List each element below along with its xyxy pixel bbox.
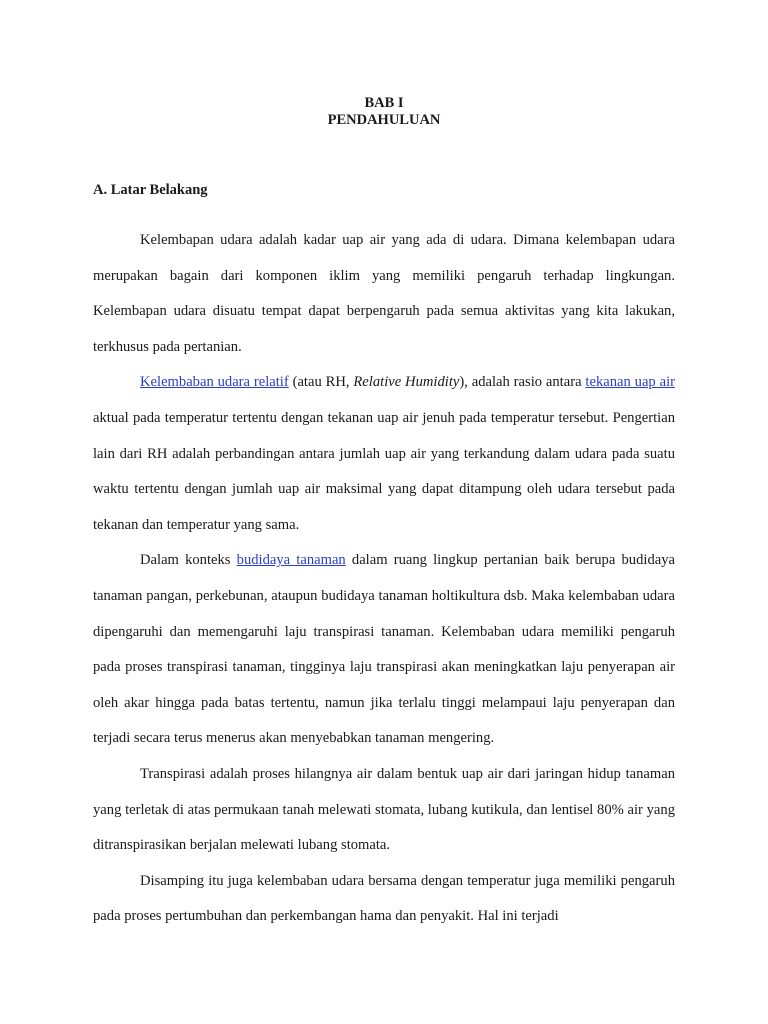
paragraph-2-text-2: ), adalah rasio antara — [459, 374, 586, 391]
paragraph-1: Kelembapan udara adalah kadar uap air yang ada di udara. Dimana kelembapan udara merupakan bagain dari komponen iklim yang memiliki pengaruh terhadap lingkungan. Kelembapan udara disuatu tempat dapat berpengaruh pada semua aktivitas yang kita lakukan, terkhusus pada pertanian. — [93, 232, 675, 355]
paragraph-4: Transpirasi adalah proses hilangnya air dalam bentuk uap air dari jaringan hidup tanaman yang terletak di atas permukaan tanah melewati stomata, lubang kutikula, dan lentisel 80% air yang ditranspirasikan berjalan melewati lubang stomata. — [93, 765, 675, 854]
paragraph-3-text-1: Dalam konteks — [140, 552, 237, 569]
link-kelembaban-udara-relatif[interactable]: Kelembaban udara relatif — [140, 374, 289, 391]
paragraph-2-italic: Relative Humidity — [353, 374, 460, 391]
paragraph-2-text-1: (atau RH, — [288, 374, 354, 391]
paragraph-3 — [93, 543, 675, 757]
paragraph-3-text-2: dalam ruang lingkup pertanian baik berupa budidaya tanaman pangan, perkebunan, ataupun budidaya tanaman holtikultura dsb. Maka kelembaban udara dipengaruhi dan memengaruhi laju transpirasi tanaman. Kelembaban udara memiliki pengaruh pada proses transpirasi tanaman, tingginya laju transpirasi akan meningkatkan laju penyerapan air oleh akar hingga pada batas tertentu, namun jika terlalu tinggi melampaui laju penyerapan dan terjadi secara terus menerus akan menyebabkan tanaman mengering. — [93, 552, 675, 747]
section-heading: A. Latar Belakang — [93, 182, 208, 198]
paragraph-5: Disamping itu juga kelembaban udara bersama dengan temperatur juga memiliki pengaruh pada proses pertumbuhan dan perkembangan hama dan penyakit. Hal ini terjadi — [93, 872, 675, 925]
chapter-title: PENDAHULUAN — [327, 112, 441, 128]
chapter-number: BAB I — [364, 95, 404, 111]
link-tekanan-uap-air[interactable]: tekanan uap air — [585, 374, 675, 391]
paragraph-2-text-3: aktual pada temperatur tertentu dengan tekanan uap air jenuh pada temperatur tersebut. Pengertian lain dari RH adalah perbandingan antara jumlah uap air yang terkandung dalam udara pada suatu waktu tertentu dengan jumlah uap air maksimal yang dapat ditampung oleh udara tersebut pada tekanan dan temperatur yang sama. — [93, 409, 675, 533]
link-budidaya-tanaman[interactable]: budidaya tanaman — [236, 552, 346, 569]
document-body — [93, 223, 675, 935]
paragraph-2 — [93, 365, 675, 543]
